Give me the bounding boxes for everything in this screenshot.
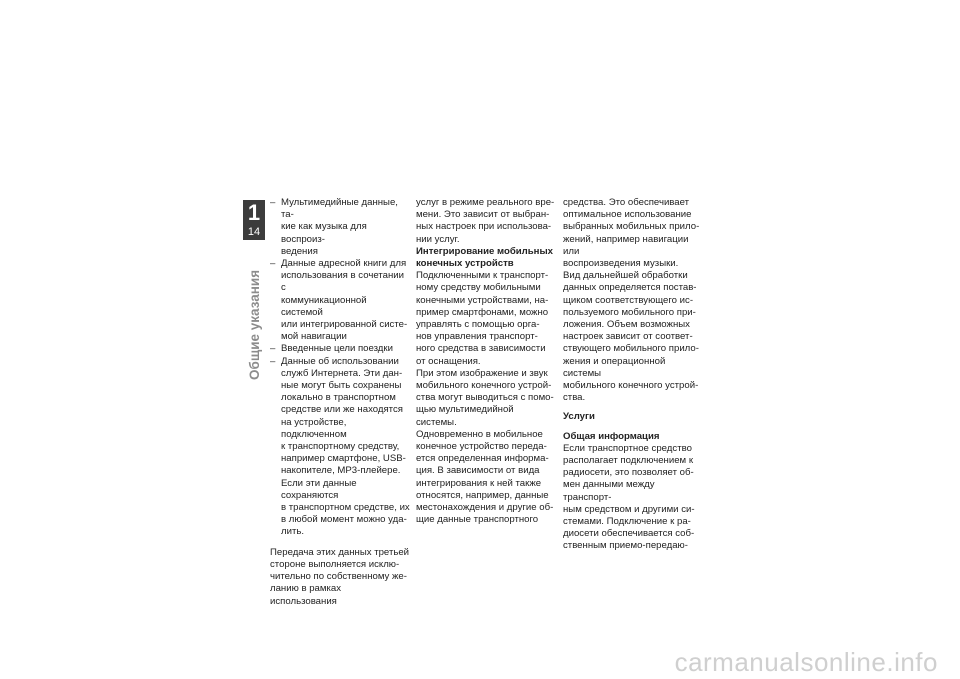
- paragraph: средства. Это обеспечивает оптимальное использование выбранных мобильных прило- жений, например навигации или воспроизведения музыки.: [563, 197, 700, 270]
- section-heading: Услуги: [563, 411, 595, 423]
- chapter-side-title: [247, 262, 261, 392]
- list-marker: –: [270, 355, 276, 367]
- list-item: [270, 343, 410, 355]
- paragraph: услуг в режиме реального вре- мени. Это зависит от выбран- ных настроек при использова- нии услуг.: [416, 197, 555, 245]
- chapter-title: Общие указания: [247, 269, 262, 380]
- list-text: Данные об использовании служб Интернета. Эти дан- ные могут быть сохранены локально в транспортном средстве или же находятся на устройстве, подключенном к транспортному средству, например смартфоне, USB- накопителе, MP3-плейере. Если эти данные сохраняются в транспортном средстве, их в любой момент можно уда- лить.: [281, 355, 410, 538]
- paragraph: Передача этих данных третьей стороне выполняется исклю- чительно по собственному же- ланию в рамках использования: [270, 546, 410, 607]
- text-column-2: [416, 197, 556, 526]
- text-column-3: [563, 197, 703, 553]
- footer: [0, 646, 960, 679]
- chapter-number: 1: [247, 200, 261, 225]
- list-text: Введенные цели поездки: [281, 343, 393, 355]
- section-heading: Интегрирование мобильных конечных устройств: [416, 245, 553, 270]
- subsection-heading: Общая информация: [563, 430, 660, 442]
- list-marker: –: [270, 197, 276, 208]
- watermark: carmanualsonline.info: [674, 647, 938, 677]
- paragraph: При этом изображение и звук мобильного конечного устрой- ства могут выводиться с помо- щью мультимедийной системы. Одновременно в мобильное конечное устройство переда- ется определенная информа- ция. В зависимости от вида интегрирования к ней также относятся, например, данные местонахождения и другие об- щие данные транспортного: [416, 367, 554, 526]
- page-number: 14: [247, 226, 261, 238]
- list-item: [270, 356, 410, 539]
- list-item: [270, 197, 410, 258]
- list-item: [270, 258, 410, 343]
- paragraph: Подключенными к транспорт- ному средству мобильными конечными устройствами, на- пример смартфонами, можно управлять с помощью орга- нов управления транспорт- ного средства в зависимости от оснащения.: [416, 270, 549, 367]
- chapter-tab: [243, 200, 265, 240]
- paragraph: Если транспортное средство располагает подключением к радиосети, это позволяет об- мен данными между транспорт- ным средством и другими си- стемами. Подключение к ра- диосети обеспечивается соб- ственным приемо-передаю-: [563, 442, 695, 552]
- paragraph: Вид дальнейшей обработки данных определяется постав- щиком соответствующего ис- пользуемого мобильного при- ложения. Объем возможных настроек зависит от соответ- ствующего мобильного прило- жения и операционной системы мобильного конечного устрой- ства.: [563, 270, 699, 404]
- text-column-1: [270, 197, 410, 608]
- list-marker: –: [270, 258, 276, 270]
- list-text: Мультимедийные данные, та- кие как музыка для воспроиз- ведения: [281, 197, 398, 257]
- list-marker: –: [270, 343, 276, 355]
- list-text: Данные адресной книги для использования в сочетании с коммуникационной системой или интегрированной систе- мой навигации: [281, 258, 408, 343]
